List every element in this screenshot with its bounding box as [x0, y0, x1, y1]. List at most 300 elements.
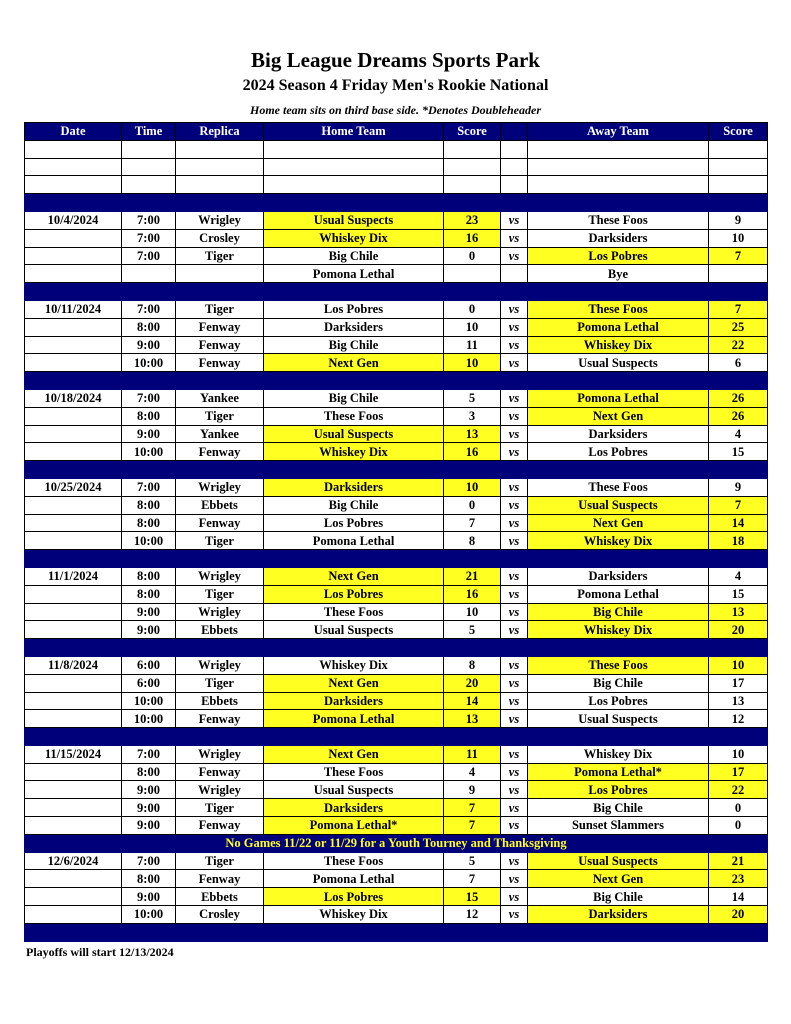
separator-cell [264, 923, 444, 941]
page-title: Big League Dreams Sports Park [251, 48, 540, 72]
home-team-cell: Big Chile [264, 389, 444, 407]
away-team-cell: Usual Suspects [528, 852, 709, 870]
replica-cell: Tiger [176, 585, 264, 603]
away-team-cell: Next Gen [528, 407, 709, 425]
home-score-cell [444, 265, 501, 283]
time-cell: 8:00 [122, 318, 176, 336]
separator-cell [264, 550, 444, 568]
time-cell: 8:00 [122, 763, 176, 781]
separator-cell [444, 372, 501, 390]
separator-row [25, 728, 768, 746]
separator-cell [264, 372, 444, 390]
replica-cell: Yankee [176, 389, 264, 407]
home-score-cell: 4 [444, 763, 501, 781]
home-score-cell: 21 [444, 567, 501, 585]
game-row [25, 425, 768, 443]
away-team-cell: Usual Suspects [528, 354, 709, 372]
vs-cell: vs [501, 656, 528, 674]
separator-cell [528, 283, 709, 301]
home-score-cell: 8 [444, 656, 501, 674]
separator-cell [25, 283, 122, 301]
replica-cell: Tiger [176, 799, 264, 817]
time-cell: 7:00 [122, 852, 176, 870]
home-team-cell: Darksiders [264, 318, 444, 336]
vs-cell: vs [501, 745, 528, 763]
vs-cell: vs [501, 603, 528, 621]
away-score-cell [709, 265, 768, 283]
replica-cell: Fenway [176, 817, 264, 835]
vs-cell: vs [501, 621, 528, 639]
time-cell: 7:00 [122, 745, 176, 763]
vs-cell: vs [501, 336, 528, 354]
away-score-cell: 13 [709, 692, 768, 710]
time-cell: 7:00 [122, 300, 176, 318]
time-cell: 10:00 [122, 906, 176, 924]
replica-cell: Tiger [176, 532, 264, 550]
home-score-cell: 5 [444, 852, 501, 870]
time-cell: 7:00 [122, 247, 176, 265]
time-cell: 6:00 [122, 674, 176, 692]
away-team-cell: Los Pobres [528, 443, 709, 461]
date-cell [25, 532, 122, 550]
replica-cell: Ebbets [176, 496, 264, 514]
replica-cell: Wrigley [176, 745, 264, 763]
home-score-cell: 16 [444, 229, 501, 247]
home-score-cell: 7 [444, 870, 501, 888]
game-row [25, 318, 768, 336]
time-cell: 10:00 [122, 710, 176, 728]
away-team-cell: These Foos [528, 478, 709, 496]
separator-cell [501, 461, 528, 479]
game-row [25, 354, 768, 372]
replica-cell: Wrigley [176, 656, 264, 674]
separator-row [25, 194, 768, 212]
away-score-cell: 9 [709, 478, 768, 496]
game-row [25, 229, 768, 247]
away-team-cell: Darksiders [528, 906, 709, 924]
separator-cell [176, 194, 264, 212]
away-team-cell: Los Pobres [528, 247, 709, 265]
home-team-cell: These Foos [264, 763, 444, 781]
game-row [25, 906, 768, 924]
empty-cell [176, 176, 264, 194]
away-score-cell: 20 [709, 621, 768, 639]
replica-cell: Fenway [176, 870, 264, 888]
separator-cell [501, 372, 528, 390]
away-team-cell: Pomona Lethal* [528, 763, 709, 781]
away-team-cell: Darksiders [528, 425, 709, 443]
vs-cell: vs [501, 763, 528, 781]
vs-cell: vs [501, 425, 528, 443]
time-cell: 9:00 [122, 336, 176, 354]
no-games-notice: No Games 11/22 or 11/29 for a Youth Tourney and Thanksgiving [25, 834, 768, 852]
empty-cell [264, 140, 444, 158]
separator-row [25, 461, 768, 479]
date-cell [25, 514, 122, 532]
date-cell [25, 799, 122, 817]
game-row [25, 674, 768, 692]
away-team-cell: Big Chile [528, 799, 709, 817]
date-cell: 10/4/2024 [25, 211, 122, 229]
vs-cell: vs [501, 888, 528, 906]
away-score-cell: 25 [709, 318, 768, 336]
replica-cell: Fenway [176, 710, 264, 728]
time-cell: 7:00 [122, 211, 176, 229]
home-team-cell: Darksiders [264, 692, 444, 710]
away-team-cell: Los Pobres [528, 692, 709, 710]
away-score-cell: 22 [709, 336, 768, 354]
empty-cell [122, 176, 176, 194]
replica-cell: Wrigley [176, 478, 264, 496]
time-cell: 8:00 [122, 496, 176, 514]
home-team-cell: Pomona Lethal [264, 265, 444, 283]
game-row [25, 567, 768, 585]
date-cell [25, 496, 122, 514]
separator-row [25, 372, 768, 390]
separator-cell [444, 194, 501, 212]
home-team-cell: Pomona Lethal [264, 532, 444, 550]
replica-cell: Crosley [176, 906, 264, 924]
separator-cell [122, 550, 176, 568]
home-team-cell: These Foos [264, 407, 444, 425]
home-team-cell: Usual Suspects [264, 781, 444, 799]
home-score-cell: 5 [444, 389, 501, 407]
separator-row [25, 639, 768, 657]
col-home-team: Home Team [264, 123, 444, 141]
game-row [25, 443, 768, 461]
date-cell: 12/6/2024 [25, 852, 122, 870]
home-score-cell: 0 [444, 247, 501, 265]
away-team-cell: Los Pobres [528, 781, 709, 799]
home-score-cell: 10 [444, 354, 501, 372]
separator-cell [709, 639, 768, 657]
date-cell [25, 888, 122, 906]
vs-cell: vs [501, 532, 528, 550]
vs-cell: vs [501, 692, 528, 710]
away-score-cell: 0 [709, 799, 768, 817]
home-score-cell: 12 [444, 906, 501, 924]
empty-cell [444, 158, 501, 176]
away-team-cell: Next Gen [528, 870, 709, 888]
date-cell [25, 781, 122, 799]
game-row [25, 799, 768, 817]
separator-cell [444, 283, 501, 301]
away-team-cell: Darksiders [528, 567, 709, 585]
date-cell [25, 318, 122, 336]
game-row [25, 514, 768, 532]
empty-cell [25, 140, 122, 158]
replica-cell: Ebbets [176, 888, 264, 906]
away-team-cell: Pomona Lethal [528, 389, 709, 407]
col-away-team: Away Team [528, 123, 709, 141]
separator-cell [444, 461, 501, 479]
empty-row [25, 176, 768, 194]
vs-cell: vs [501, 478, 528, 496]
away-team-cell: Darksiders [528, 229, 709, 247]
home-score-cell: 11 [444, 745, 501, 763]
replica-cell: Ebbets [176, 621, 264, 639]
col-replica: Replica [176, 123, 264, 141]
away-team-cell: Big Chile [528, 674, 709, 692]
date-cell: 10/11/2024 [25, 300, 122, 318]
away-team-cell: Usual Suspects [528, 496, 709, 514]
home-score-cell: 10 [444, 478, 501, 496]
separator-cell [528, 194, 709, 212]
vs-cell: vs [501, 496, 528, 514]
game-row [25, 407, 768, 425]
game-row [25, 621, 768, 639]
time-cell: 10:00 [122, 443, 176, 461]
separator-row [25, 923, 768, 941]
game-row [25, 247, 768, 265]
separator-cell [264, 461, 444, 479]
time-cell: 7:00 [122, 389, 176, 407]
date-cell: 11/15/2024 [25, 745, 122, 763]
home-team-cell: Darksiders [264, 478, 444, 496]
game-row [25, 532, 768, 550]
replica-cell: Fenway [176, 318, 264, 336]
home-team-cell: Big Chile [264, 247, 444, 265]
time-cell: 9:00 [122, 603, 176, 621]
separator-cell [176, 550, 264, 568]
separator-cell [25, 194, 122, 212]
home-team-cell: Whiskey Dix [264, 656, 444, 674]
time-cell: 10:00 [122, 532, 176, 550]
game-row [25, 496, 768, 514]
separator-cell [25, 461, 122, 479]
separator-cell [122, 923, 176, 941]
time-cell: 9:00 [122, 888, 176, 906]
empty-cell [528, 158, 709, 176]
away-score-cell: 14 [709, 888, 768, 906]
separator-cell [122, 639, 176, 657]
replica-cell: Wrigley [176, 781, 264, 799]
separator-cell [709, 283, 768, 301]
date-cell [25, 674, 122, 692]
time-cell: 9:00 [122, 621, 176, 639]
separator-row [25, 550, 768, 568]
date-cell: 10/18/2024 [25, 389, 122, 407]
time-cell: 10:00 [122, 692, 176, 710]
away-team-cell: These Foos [528, 656, 709, 674]
game-row [25, 603, 768, 621]
separator-cell [444, 639, 501, 657]
vs-cell [501, 265, 528, 283]
empty-cell [709, 158, 768, 176]
game-row [25, 781, 768, 799]
home-score-cell: 16 [444, 443, 501, 461]
separator-cell [25, 550, 122, 568]
away-score-cell: 21 [709, 852, 768, 870]
game-row [25, 763, 768, 781]
separator-cell [176, 372, 264, 390]
home-score-cell: 20 [444, 674, 501, 692]
separator-cell [528, 923, 709, 941]
replica-cell: Tiger [176, 247, 264, 265]
notice-row [25, 834, 768, 852]
date-cell [25, 229, 122, 247]
replica-cell: Wrigley [176, 567, 264, 585]
vs-cell: vs [501, 389, 528, 407]
date-cell: 11/1/2024 [25, 567, 122, 585]
col-home-score: Score [444, 123, 501, 141]
vs-cell: vs [501, 906, 528, 924]
home-team-cell: Big Chile [264, 496, 444, 514]
date-cell [25, 692, 122, 710]
away-team-cell: Pomona Lethal [528, 585, 709, 603]
separator-cell [176, 728, 264, 746]
game-row [25, 870, 768, 888]
separator-cell [122, 728, 176, 746]
home-team-cell: Usual Suspects [264, 211, 444, 229]
separator-cell [709, 194, 768, 212]
separator-cell [501, 923, 528, 941]
home-team-cell: Whiskey Dix [264, 443, 444, 461]
replica-cell: Fenway [176, 443, 264, 461]
time-cell: 8:00 [122, 567, 176, 585]
home-score-cell: 10 [444, 603, 501, 621]
home-score-cell: 0 [444, 300, 501, 318]
away-score-cell: 10 [709, 745, 768, 763]
game-row [25, 336, 768, 354]
game-row [25, 585, 768, 603]
home-score-cell: 16 [444, 585, 501, 603]
separator-cell [528, 728, 709, 746]
home-team-cell: Next Gen [264, 745, 444, 763]
separator-cell [264, 283, 444, 301]
home-team-cell: Next Gen [264, 674, 444, 692]
date-cell [25, 425, 122, 443]
vs-cell: vs [501, 585, 528, 603]
vs-cell: vs [501, 870, 528, 888]
home-score-cell: 7 [444, 799, 501, 817]
home-score-cell: 13 [444, 425, 501, 443]
time-cell: 7:00 [122, 229, 176, 247]
away-score-cell: 9 [709, 211, 768, 229]
separator-cell [501, 550, 528, 568]
away-score-cell: 18 [709, 532, 768, 550]
separator-cell [501, 639, 528, 657]
separator-cell [709, 461, 768, 479]
date-cell [25, 336, 122, 354]
schedule-table [24, 122, 768, 942]
away-team-cell: Whiskey Dix [528, 336, 709, 354]
home-team-cell: Usual Suspects [264, 621, 444, 639]
time-cell [122, 265, 176, 283]
separator-cell [444, 550, 501, 568]
empty-cell [25, 176, 122, 194]
away-score-cell: 12 [709, 710, 768, 728]
replica-cell: Tiger [176, 407, 264, 425]
separator-cell [264, 728, 444, 746]
empty-cell [709, 140, 768, 158]
replica-cell: Ebbets [176, 692, 264, 710]
replica-cell: Wrigley [176, 603, 264, 621]
time-cell: 7:00 [122, 478, 176, 496]
time-cell: 9:00 [122, 817, 176, 835]
header-row [25, 123, 768, 141]
date-cell [25, 763, 122, 781]
vs-cell: vs [501, 852, 528, 870]
vs-cell: vs [501, 674, 528, 692]
home-score-cell: 9 [444, 781, 501, 799]
game-row [25, 389, 768, 407]
replica-cell: Tiger [176, 300, 264, 318]
date-cell [25, 407, 122, 425]
playoffs-note: Playoffs will start 12/13/2024 [26, 945, 174, 959]
separator-cell [176, 923, 264, 941]
vs-cell: vs [501, 817, 528, 835]
separator-cell [25, 639, 122, 657]
away-score-cell: 22 [709, 781, 768, 799]
away-score-cell: 7 [709, 496, 768, 514]
empty-cell [501, 140, 528, 158]
empty-cell [528, 176, 709, 194]
date-cell [25, 906, 122, 924]
time-cell: 8:00 [122, 870, 176, 888]
date-cell [25, 354, 122, 372]
home-score-cell: 10 [444, 318, 501, 336]
empty-cell [264, 158, 444, 176]
separator-cell [501, 194, 528, 212]
home-score-cell: 5 [444, 621, 501, 639]
home-score-cell: 8 [444, 532, 501, 550]
vs-cell: vs [501, 300, 528, 318]
date-cell [25, 247, 122, 265]
replica-cell: Tiger [176, 674, 264, 692]
separator-cell [122, 372, 176, 390]
game-row [25, 888, 768, 906]
away-team-cell: These Foos [528, 300, 709, 318]
separator-cell [25, 372, 122, 390]
empty-cell [444, 176, 501, 194]
game-row [25, 745, 768, 763]
empty-cell [528, 140, 709, 158]
away-team-cell: Sunset Slammers [528, 817, 709, 835]
away-score-cell: 6 [709, 354, 768, 372]
replica-cell: Tiger [176, 852, 264, 870]
time-cell: 8:00 [122, 585, 176, 603]
separator-cell [176, 461, 264, 479]
time-cell: 9:00 [122, 781, 176, 799]
home-team-cell: Darksiders [264, 799, 444, 817]
game-row [25, 265, 768, 283]
away-score-cell: 17 [709, 763, 768, 781]
away-score-cell: 0 [709, 817, 768, 835]
empty-cell [176, 158, 264, 176]
separator-cell [501, 728, 528, 746]
vs-cell: vs [501, 247, 528, 265]
col-away-score: Score [709, 123, 768, 141]
replica-cell: Crosley [176, 229, 264, 247]
separator-cell [264, 194, 444, 212]
date-cell [25, 710, 122, 728]
away-score-cell: 7 [709, 300, 768, 318]
separator-cell [176, 639, 264, 657]
replica-cell [176, 265, 264, 283]
home-score-cell: 14 [444, 692, 501, 710]
away-team-cell: Bye [528, 265, 709, 283]
vs-cell: vs [501, 229, 528, 247]
time-cell: 8:00 [122, 407, 176, 425]
away-team-cell: Big Chile [528, 888, 709, 906]
vs-cell: vs [501, 710, 528, 728]
schedule-body [25, 140, 768, 941]
game-row [25, 656, 768, 674]
home-score-cell: 13 [444, 710, 501, 728]
empty-cell [176, 140, 264, 158]
vs-cell: vs [501, 799, 528, 817]
